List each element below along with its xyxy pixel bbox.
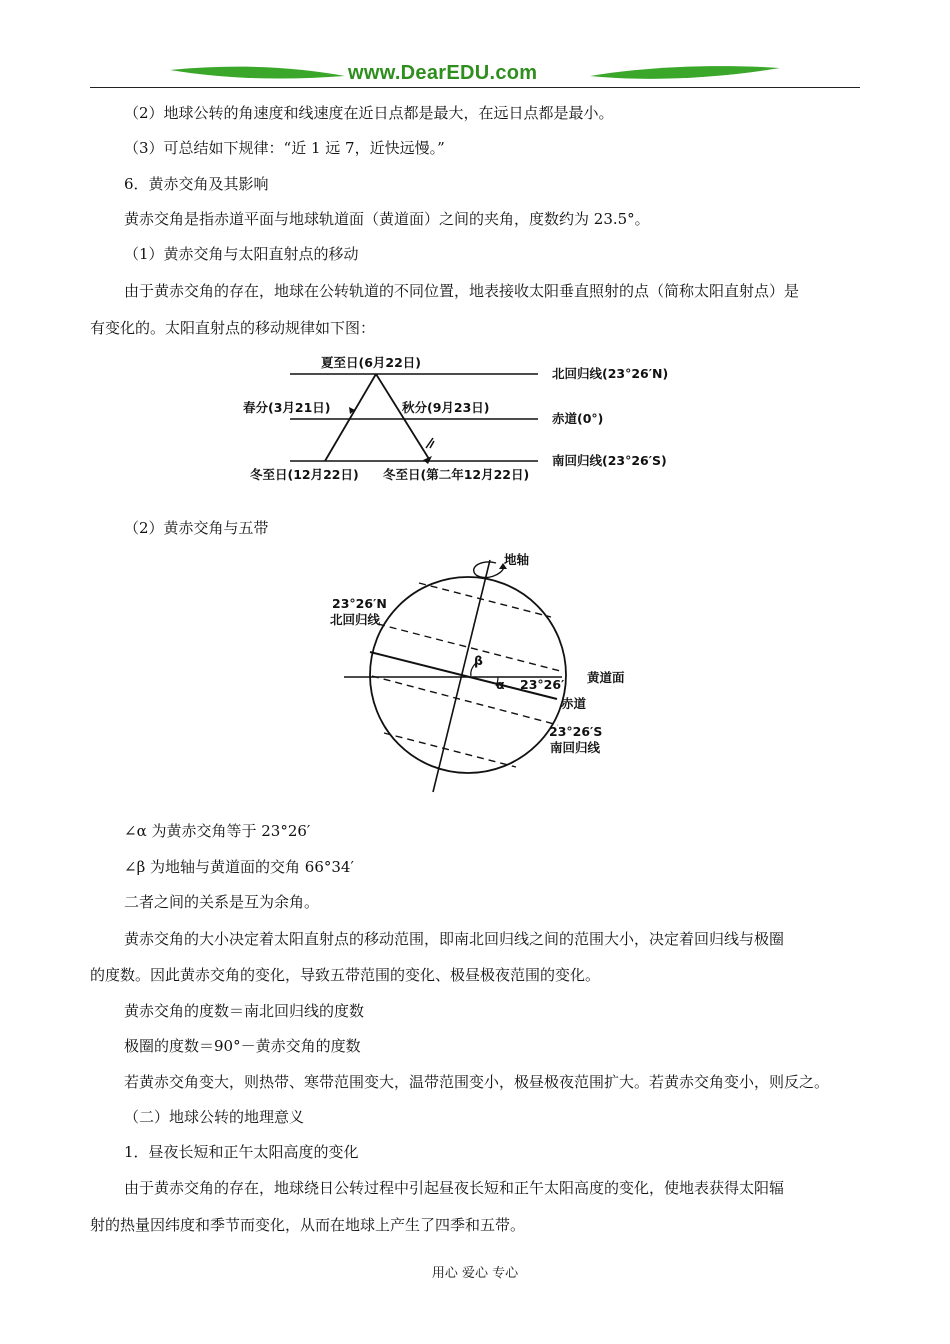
- label-equator: 赤道(0°): [552, 411, 604, 426]
- label-north-tropic: 北回归线(23°26′N): [552, 366, 669, 381]
- label-ecliptic: 黄道面: [587, 670, 625, 685]
- subheading-daylength: 1．昼夜长短和正午太阳高度的变化: [124, 1143, 359, 1161]
- label-south-deg: 23°26′S: [549, 724, 603, 739]
- direct-point-figure: [240, 352, 710, 492]
- subheading-1: （1）黄赤交角与太阳直射点的移动: [124, 245, 359, 263]
- label-winter-2: 冬至日(第二年12月22日): [383, 467, 530, 482]
- para-seasons-1: 由于黄赤交角的存在，地球绕日公转过程中引起昼夜长短和正午太阳高度的变化，使地表获得太阳辐: [124, 1179, 785, 1197]
- para-obliquity-def: 黄赤交角是指赤道平面与地球轨道面（黄道面）之间的夹角，度数约为 23.5°。: [124, 210, 650, 228]
- label-north-tropic: 北回归线: [330, 612, 381, 627]
- section-6-heading: 6．黄赤交角及其影响: [124, 175, 269, 193]
- path-up: [325, 374, 376, 461]
- para-3-rule: （3）可总结如下规律：“近 1 远 7，近快远慢。”: [124, 139, 445, 157]
- subheading-2: （2）黄赤交角与五带: [124, 519, 269, 537]
- para-range-2: 的度数。因此黄赤交角的变化，导致五带范围的变化、极昼极夜范围的变化。: [90, 966, 601, 984]
- para-2-speed: （2）地球公转的角速度和线速度在近日点都是最大，在远日点都是最小。: [124, 104, 614, 122]
- label-summer: 夏至日(6月22日): [321, 355, 422, 370]
- para-change-effect: 若黄赤交角变大，则热带、寒带范围变大，温带范围变小，极昼极夜范围扩大。若黄赤交角变小，则反之。: [124, 1073, 830, 1091]
- globe-figure: [300, 545, 640, 795]
- earth-axis-line: [433, 560, 490, 792]
- label-winter-1: 冬至日(12月22日): [250, 467, 359, 482]
- label-north-deg: 23°26′N: [332, 596, 387, 611]
- label-alpha: α: [496, 677, 505, 692]
- alpha-def: ∠α 为黄赤交角等于 23°26′: [124, 822, 311, 840]
- label-autumn: 秋分(9月23日): [402, 400, 490, 415]
- para-range-1: 黄赤交角的大小决定着太阳直射点的移动范围，即南北回归线之间的范围大小，决定着回归线与极圈: [124, 930, 785, 948]
- para-seasons-2: 射的热量因纬度和季节而变化，从而在地球上产生了四季和五带。: [90, 1216, 526, 1234]
- path-down: [376, 374, 429, 459]
- complement-relation: 二者之间的关系是互为余角。: [124, 893, 320, 911]
- para-direct-point-1: 由于黄赤交角的存在，地球在公转轨道的不同位置，地表接收太阳垂直照射的点（简称太阳直射点）是: [124, 282, 800, 300]
- page-footer: 用心 爱心 专心: [431, 1266, 519, 1281]
- north-tropic-dash-line: [378, 624, 564, 672]
- beta-def: ∠β 为地轴与黄道面的交角 66°34′: [124, 858, 354, 876]
- label-equator: 赤道: [561, 696, 587, 711]
- site-logo-text: www.DearEDU.com: [348, 62, 538, 84]
- para-direct-point-2: 有变化的。太阳直射点的移动规律如下图：: [90, 319, 376, 337]
- label-south-tropic: 南回归线(23°26′S): [552, 453, 667, 468]
- label-spring: 春分(3月21日): [243, 400, 331, 415]
- section-2-heading: （二）地球公转的地理意义: [124, 1108, 305, 1126]
- label-south-tropic: 南回归线: [550, 740, 601, 755]
- formula-tropic: 黄赤交角的度数＝南北回归线的度数: [124, 1002, 365, 1020]
- tick-mark-icon: [426, 438, 434, 448]
- formula-polar: 极圈的度数＝90°－黄赤交角的度数: [124, 1037, 361, 1055]
- label-alpha-deg: 23°26′: [520, 677, 565, 692]
- label-beta: β: [474, 653, 483, 668]
- label-axis: 地轴: [504, 552, 530, 567]
- header-rule: [90, 87, 860, 88]
- globe-outline: [370, 577, 566, 773]
- rotation-arrow-icon: [474, 562, 496, 575]
